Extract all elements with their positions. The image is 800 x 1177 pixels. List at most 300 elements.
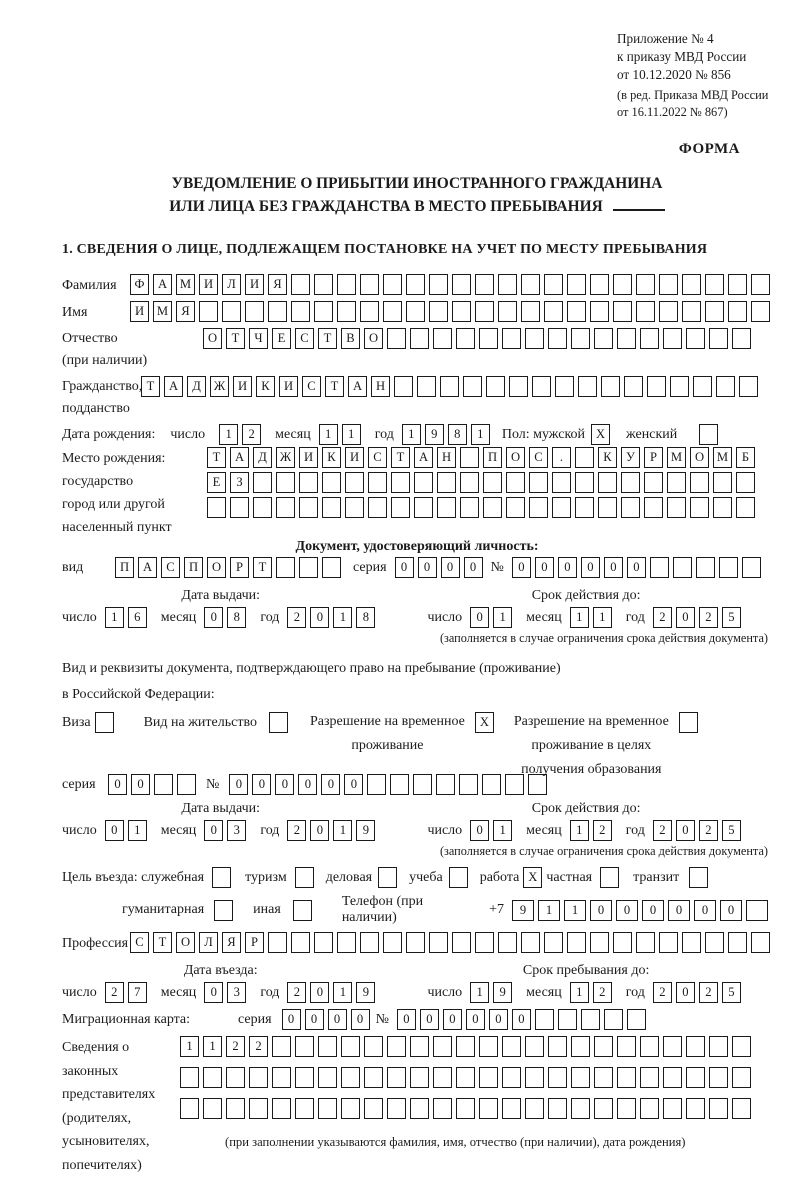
char-box[interactable]	[736, 472, 755, 493]
char-box[interactable]: 0	[443, 1009, 462, 1030]
char-box[interactable]	[272, 1036, 291, 1057]
char-box[interactable]	[295, 867, 314, 888]
char-box[interactable]: 1	[493, 820, 512, 841]
char-box[interactable]: 0	[466, 1009, 485, 1030]
char-box[interactable]	[341, 1098, 360, 1119]
char-box[interactable]: 3	[227, 820, 246, 841]
char-box[interactable]: 1	[538, 900, 560, 921]
char-box[interactable]: 0	[310, 607, 329, 628]
char-box[interactable]	[437, 497, 456, 518]
char-box[interactable]	[299, 472, 318, 493]
char-box[interactable]	[617, 328, 636, 349]
char-box[interactable]: 0	[464, 557, 483, 578]
char-box[interactable]: 2	[287, 820, 306, 841]
char-box[interactable]	[180, 1067, 199, 1088]
char-box[interactable]	[367, 774, 386, 795]
char-box[interactable]	[575, 447, 594, 468]
char-box[interactable]: 1	[333, 982, 352, 1003]
char-box[interactable]: 0	[397, 1009, 416, 1030]
char-box[interactable]	[521, 274, 540, 295]
char-box[interactable]: Ж	[210, 376, 229, 397]
char-box[interactable]	[709, 1098, 728, 1119]
char-box[interactable]	[212, 867, 231, 888]
char-box[interactable]	[640, 328, 659, 349]
char-box[interactable]: 2	[593, 982, 612, 1003]
char-box[interactable]	[682, 932, 701, 953]
char-box[interactable]: X	[523, 867, 542, 888]
char-box[interactable]: 2	[699, 607, 718, 628]
char-box[interactable]	[456, 1098, 475, 1119]
char-box[interactable]	[742, 557, 761, 578]
char-box[interactable]	[746, 900, 768, 921]
char-box[interactable]	[314, 301, 333, 322]
char-box[interactable]	[728, 932, 747, 953]
char-box[interactable]: 1	[471, 424, 490, 445]
char-box[interactable]: П	[483, 447, 502, 468]
char-box[interactable]: О	[364, 328, 383, 349]
char-box[interactable]	[378, 867, 397, 888]
char-box[interactable]	[548, 1067, 567, 1088]
char-box[interactable]	[459, 774, 478, 795]
char-box[interactable]	[498, 301, 517, 322]
char-box[interactable]: 0	[441, 557, 460, 578]
char-box[interactable]	[751, 301, 770, 322]
char-box[interactable]: С	[302, 376, 321, 397]
char-box[interactable]	[433, 1067, 452, 1088]
char-box[interactable]: 0	[642, 900, 664, 921]
char-box[interactable]	[429, 274, 448, 295]
char-box[interactable]	[291, 301, 310, 322]
char-box[interactable]: А	[153, 274, 172, 295]
char-box[interactable]	[548, 1036, 567, 1057]
char-box[interactable]: 9	[356, 982, 375, 1003]
char-box[interactable]	[732, 1098, 751, 1119]
char-box[interactable]	[222, 301, 241, 322]
char-box[interactable]	[318, 1036, 337, 1057]
char-box[interactable]: 0	[321, 774, 340, 795]
char-box[interactable]	[268, 932, 287, 953]
char-box[interactable]	[387, 1036, 406, 1057]
char-box[interactable]: 9	[356, 820, 375, 841]
char-box[interactable]: 2	[653, 607, 672, 628]
char-box[interactable]	[318, 1067, 337, 1088]
char-box[interactable]: Л	[199, 932, 218, 953]
char-box[interactable]: М	[176, 274, 195, 295]
char-box[interactable]	[387, 1067, 406, 1088]
char-box[interactable]	[337, 274, 356, 295]
char-box[interactable]	[690, 497, 709, 518]
char-box[interactable]	[479, 1067, 498, 1088]
char-box[interactable]	[558, 1009, 577, 1030]
char-box[interactable]: 1	[128, 820, 147, 841]
char-box[interactable]: 1	[105, 607, 124, 628]
char-box[interactable]	[482, 774, 501, 795]
char-box[interactable]	[180, 1098, 199, 1119]
char-box[interactable]: 1	[570, 982, 589, 1003]
char-box[interactable]: П	[184, 557, 203, 578]
char-box[interactable]: 0	[535, 557, 554, 578]
char-box[interactable]	[627, 1009, 646, 1030]
char-box[interactable]	[699, 424, 718, 445]
char-box[interactable]: К	[322, 447, 341, 468]
char-box[interactable]: О	[207, 557, 226, 578]
char-box[interactable]	[460, 497, 479, 518]
char-box[interactable]	[429, 932, 448, 953]
char-box[interactable]	[410, 328, 429, 349]
char-box[interactable]: 0	[204, 982, 223, 1003]
char-box[interactable]	[521, 932, 540, 953]
char-box[interactable]	[406, 932, 425, 953]
char-box[interactable]	[291, 274, 310, 295]
char-box[interactable]	[670, 376, 689, 397]
char-box[interactable]	[314, 932, 333, 953]
char-box[interactable]	[521, 301, 540, 322]
char-box[interactable]	[647, 376, 666, 397]
char-box[interactable]: 8	[356, 607, 375, 628]
char-box[interactable]: 0	[558, 557, 577, 578]
char-box[interactable]	[483, 497, 502, 518]
char-box[interactable]	[544, 301, 563, 322]
char-box[interactable]	[414, 472, 433, 493]
char-box[interactable]	[529, 472, 548, 493]
char-box[interactable]	[621, 472, 640, 493]
char-box[interactable]	[640, 1098, 659, 1119]
char-box[interactable]	[295, 1067, 314, 1088]
char-box[interactable]	[322, 472, 341, 493]
char-box[interactable]: Я	[268, 274, 287, 295]
char-box[interactable]: 9	[512, 900, 534, 921]
char-box[interactable]: 0	[694, 900, 716, 921]
char-box[interactable]	[203, 1098, 222, 1119]
char-box[interactable]: Е	[207, 472, 226, 493]
char-box[interactable]: 2	[653, 982, 672, 1003]
char-box[interactable]	[696, 557, 715, 578]
char-box[interactable]: Р	[230, 557, 249, 578]
char-box[interactable]: Ч	[249, 328, 268, 349]
char-box[interactable]: 0	[204, 820, 223, 841]
char-box[interactable]	[598, 497, 617, 518]
char-box[interactable]: 0	[720, 900, 742, 921]
char-box[interactable]	[594, 1098, 613, 1119]
char-box[interactable]	[460, 447, 479, 468]
char-box[interactable]	[525, 1036, 544, 1057]
char-box[interactable]: 0	[470, 607, 489, 628]
char-box[interactable]	[498, 932, 517, 953]
char-box[interactable]	[663, 1036, 682, 1057]
char-box[interactable]: 0	[351, 1009, 370, 1030]
char-box[interactable]	[299, 497, 318, 518]
char-box[interactable]	[268, 301, 287, 322]
char-box[interactable]	[322, 557, 341, 578]
char-box[interactable]	[394, 376, 413, 397]
char-box[interactable]: О	[506, 447, 525, 468]
char-box[interactable]	[293, 900, 312, 921]
char-box[interactable]	[410, 1067, 429, 1088]
char-box[interactable]	[686, 328, 705, 349]
char-box[interactable]	[276, 497, 295, 518]
char-box[interactable]	[383, 301, 402, 322]
char-box[interactable]	[663, 328, 682, 349]
char-box[interactable]	[368, 472, 387, 493]
char-box[interactable]: 2	[653, 820, 672, 841]
char-box[interactable]	[686, 1067, 705, 1088]
char-box[interactable]: И	[299, 447, 318, 468]
char-box[interactable]	[528, 774, 547, 795]
char-box[interactable]	[272, 1098, 291, 1119]
char-box[interactable]	[226, 1067, 245, 1088]
char-box[interactable]: 0	[108, 774, 127, 795]
char-box[interactable]: 1	[402, 424, 421, 445]
char-box[interactable]	[555, 376, 574, 397]
char-box[interactable]	[667, 497, 686, 518]
char-box[interactable]	[364, 1036, 383, 1057]
char-box[interactable]	[502, 1098, 521, 1119]
char-box[interactable]: X	[475, 712, 494, 733]
char-box[interactable]	[663, 1067, 682, 1088]
char-box[interactable]	[437, 472, 456, 493]
char-box[interactable]: 0	[252, 774, 271, 795]
char-box[interactable]: 1	[333, 820, 352, 841]
char-box[interactable]	[732, 328, 751, 349]
char-box[interactable]: 2	[593, 820, 612, 841]
char-box[interactable]	[452, 932, 471, 953]
char-box[interactable]: И	[233, 376, 252, 397]
char-box[interactable]	[253, 472, 272, 493]
char-box[interactable]: 0	[470, 820, 489, 841]
char-box[interactable]: М	[667, 447, 686, 468]
char-box[interactable]: Т	[391, 447, 410, 468]
char-box[interactable]	[410, 1098, 429, 1119]
char-box[interactable]	[525, 328, 544, 349]
char-box[interactable]: 3	[227, 982, 246, 1003]
char-box[interactable]	[578, 376, 597, 397]
char-box[interactable]	[598, 472, 617, 493]
char-box[interactable]	[552, 472, 571, 493]
char-box[interactable]: 0	[344, 774, 363, 795]
char-box[interactable]	[249, 1067, 268, 1088]
char-box[interactable]	[544, 932, 563, 953]
char-box[interactable]	[177, 774, 196, 795]
char-box[interactable]	[368, 497, 387, 518]
char-box[interactable]: И	[130, 301, 149, 322]
char-box[interactable]: 0	[305, 1009, 324, 1030]
char-box[interactable]	[535, 1009, 554, 1030]
char-box[interactable]	[486, 376, 505, 397]
char-box[interactable]	[502, 328, 521, 349]
char-box[interactable]	[621, 497, 640, 518]
char-box[interactable]	[299, 557, 318, 578]
char-box[interactable]	[590, 301, 609, 322]
char-box[interactable]	[410, 1036, 429, 1057]
char-box[interactable]	[322, 497, 341, 518]
char-box[interactable]	[736, 497, 755, 518]
char-box[interactable]	[644, 497, 663, 518]
char-box[interactable]	[686, 1036, 705, 1057]
char-box[interactable]: 0	[581, 557, 600, 578]
char-box[interactable]	[719, 557, 738, 578]
char-box[interactable]	[613, 301, 632, 322]
char-box[interactable]	[391, 472, 410, 493]
char-box[interactable]	[475, 932, 494, 953]
char-box[interactable]: П	[115, 557, 134, 578]
char-box[interactable]	[571, 1098, 590, 1119]
char-box[interactable]: С	[368, 447, 387, 468]
char-box[interactable]	[436, 774, 455, 795]
char-box[interactable]: 0	[512, 557, 531, 578]
char-box[interactable]	[713, 497, 732, 518]
char-box[interactable]	[479, 1036, 498, 1057]
char-box[interactable]	[667, 472, 686, 493]
char-box[interactable]: Т	[153, 932, 172, 953]
char-box[interactable]: Д	[253, 447, 272, 468]
char-box[interactable]	[207, 497, 226, 518]
char-box[interactable]: А	[230, 447, 249, 468]
char-box[interactable]	[452, 274, 471, 295]
char-box[interactable]: 2	[287, 607, 306, 628]
char-box[interactable]	[525, 1098, 544, 1119]
char-box[interactable]	[590, 932, 609, 953]
char-box[interactable]	[544, 274, 563, 295]
char-box[interactable]: Р	[245, 932, 264, 953]
char-box[interactable]	[345, 497, 364, 518]
char-box[interactable]: Л	[222, 274, 241, 295]
char-box[interactable]	[636, 301, 655, 322]
char-box[interactable]: 0	[418, 557, 437, 578]
char-box[interactable]: 0	[310, 820, 329, 841]
char-box[interactable]	[693, 376, 712, 397]
char-box[interactable]	[475, 301, 494, 322]
char-box[interactable]: 0	[275, 774, 294, 795]
char-box[interactable]	[713, 472, 732, 493]
char-box[interactable]	[364, 1067, 383, 1088]
char-box[interactable]	[391, 497, 410, 518]
char-box[interactable]	[502, 1067, 521, 1088]
char-box[interactable]: Б	[736, 447, 755, 468]
char-box[interactable]: И	[279, 376, 298, 397]
char-box[interactable]: 0	[668, 900, 690, 921]
char-box[interactable]: 0	[395, 557, 414, 578]
char-box[interactable]: 0	[282, 1009, 301, 1030]
char-box[interactable]	[295, 1036, 314, 1057]
char-box[interactable]: А	[138, 557, 157, 578]
char-box[interactable]: К	[598, 447, 617, 468]
char-box[interactable]: 5	[722, 607, 741, 628]
char-box[interactable]: 0	[676, 820, 695, 841]
char-box[interactable]	[360, 274, 379, 295]
char-box[interactable]	[636, 932, 655, 953]
char-box[interactable]	[449, 867, 468, 888]
char-box[interactable]: М	[153, 301, 172, 322]
char-box[interactable]	[552, 497, 571, 518]
char-box[interactable]: В	[341, 328, 360, 349]
char-box[interactable]	[383, 274, 402, 295]
char-box[interactable]: 1	[493, 607, 512, 628]
char-box[interactable]: X	[591, 424, 610, 445]
char-box[interactable]: 0	[328, 1009, 347, 1030]
char-box[interactable]	[95, 712, 114, 733]
char-box[interactable]	[387, 328, 406, 349]
char-box[interactable]	[548, 1098, 567, 1119]
char-box[interactable]	[571, 1036, 590, 1057]
char-box[interactable]	[226, 1098, 245, 1119]
char-box[interactable]	[728, 274, 747, 295]
char-box[interactable]	[314, 274, 333, 295]
char-box[interactable]: 9	[425, 424, 444, 445]
char-box[interactable]	[594, 328, 613, 349]
char-box[interactable]: О	[203, 328, 222, 349]
char-box[interactable]	[682, 274, 701, 295]
char-box[interactable]	[509, 376, 528, 397]
char-box[interactable]	[360, 301, 379, 322]
char-box[interactable]	[640, 1036, 659, 1057]
char-box[interactable]	[230, 497, 249, 518]
char-box[interactable]	[617, 1067, 636, 1088]
char-box[interactable]	[690, 472, 709, 493]
char-box[interactable]: К	[256, 376, 275, 397]
char-box[interactable]	[679, 712, 698, 733]
char-box[interactable]	[214, 900, 233, 921]
char-box[interactable]: 7	[128, 982, 147, 1003]
char-box[interactable]: Д	[187, 376, 206, 397]
char-box[interactable]	[337, 932, 356, 953]
char-box[interactable]: Т	[253, 557, 272, 578]
char-box[interactable]	[463, 376, 482, 397]
char-box[interactable]	[571, 328, 590, 349]
char-box[interactable]: 0	[204, 607, 223, 628]
char-box[interactable]	[199, 301, 218, 322]
char-box[interactable]	[571, 1067, 590, 1088]
char-box[interactable]	[709, 1036, 728, 1057]
char-box[interactable]	[413, 774, 432, 795]
char-box[interactable]	[548, 328, 567, 349]
char-box[interactable]: 2	[242, 424, 261, 445]
char-box[interactable]	[567, 932, 586, 953]
char-box[interactable]	[594, 1067, 613, 1088]
char-box[interactable]	[414, 497, 433, 518]
char-box[interactable]	[433, 1036, 452, 1057]
char-box[interactable]	[732, 1067, 751, 1088]
char-box[interactable]: 0	[512, 1009, 531, 1030]
char-box[interactable]	[505, 774, 524, 795]
char-box[interactable]: С	[295, 328, 314, 349]
char-box[interactable]	[452, 301, 471, 322]
char-box[interactable]: 0	[604, 557, 623, 578]
char-box[interactable]: 0	[590, 900, 612, 921]
char-box[interactable]	[276, 472, 295, 493]
char-box[interactable]: 5	[722, 820, 741, 841]
char-box[interactable]: Р	[644, 447, 663, 468]
char-box[interactable]	[272, 1067, 291, 1088]
char-box[interactable]	[203, 1067, 222, 1088]
char-box[interactable]	[525, 1067, 544, 1088]
char-box[interactable]	[594, 1036, 613, 1057]
char-box[interactable]	[644, 472, 663, 493]
char-box[interactable]	[567, 274, 586, 295]
char-box[interactable]: 2	[249, 1036, 268, 1057]
char-box[interactable]	[739, 376, 758, 397]
char-box[interactable]: 0	[229, 774, 248, 795]
char-box[interactable]	[705, 274, 724, 295]
char-box[interactable]: 0	[298, 774, 317, 795]
char-box[interactable]	[728, 301, 747, 322]
char-box[interactable]	[383, 932, 402, 953]
char-box[interactable]: 2	[287, 982, 306, 1003]
char-box[interactable]	[337, 301, 356, 322]
char-box[interactable]: 0	[310, 982, 329, 1003]
char-box[interactable]	[249, 1098, 268, 1119]
char-box[interactable]: Т	[141, 376, 160, 397]
char-box[interactable]: 0	[676, 982, 695, 1003]
